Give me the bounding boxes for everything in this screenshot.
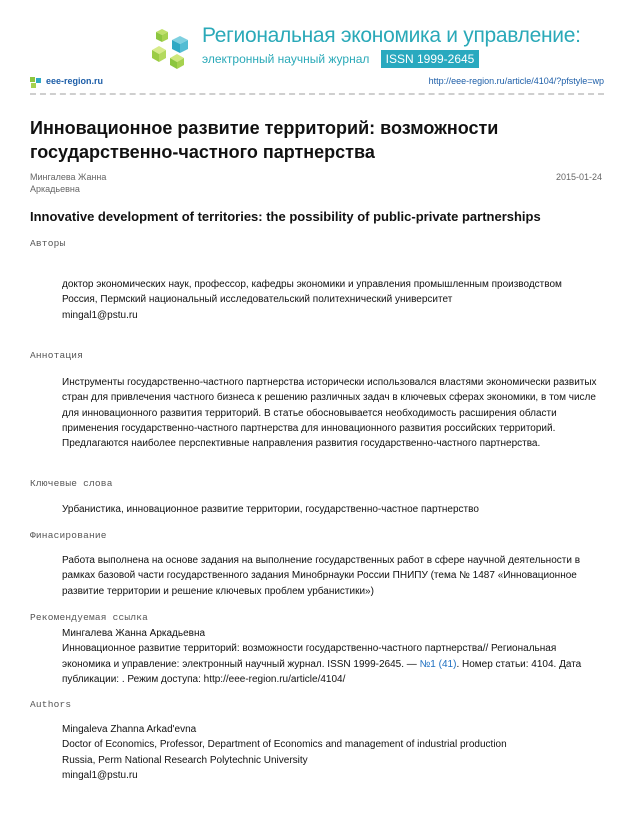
journal-logo-icon	[150, 28, 196, 70]
abstract-text: Инструменты государственно-частного партнерства исторически использовался властями экономически развитых стран для привлечения частного бизнеса к решению различных задач в ключевых сферах экономики, в том числе для инновационного развития территорий. В статье обосновывается необходимость расширения области применения государственно-частного партнерства для инновационного развития российских территорий. Предлагаются наиболее перспективные направления развития государственно-частного партнерства.	[62, 377, 597, 450]
authors-block	[62, 277, 602, 323]
article-url-link[interactable]: http://eee-region.ru/article/4104/?pfstyle=wp	[428, 76, 604, 86]
author-affiliation-en: Russia, Perm National Research Polytechnic University	[62, 754, 308, 766]
citation-text-before: Инновационное развитие территорий: возможности государственно-частного партнерства// Региональная экономика и управление: электронный научный журнал. ISSN 1999-2645. —	[62, 643, 557, 670]
journal-subtitle: электронный научный журнал	[202, 52, 370, 66]
journal-banner	[0, 0, 634, 78]
funding-text: Работа выполнена на основе задания на выполнение государственных работ в сфере научной деятельности в рамках базовой части государственного задания Минобрнауки России ПНИПУ (тема № 1487 «Инновационное развитие территории и решение ключевых проблем урбанистики»)	[62, 555, 581, 597]
authors-en-block	[62, 722, 602, 783]
issue-link[interactable]: №1 (41)	[419, 658, 457, 670]
section-label-keywords: Ключевые слова	[30, 478, 113, 489]
citation-text	[62, 641, 602, 687]
journal-title: Региональная экономика и управление:	[202, 24, 581, 47]
author-email-en: mingal1@pstu.ru	[62, 769, 138, 781]
site-name-link[interactable]: eee-region.ru	[46, 76, 104, 86]
author-position-en: Doctor of Economics, Professor, Department of Economics and management of industrial production	[62, 739, 507, 751]
dashed-divider	[30, 93, 604, 95]
citation-author: Мингалева Жанна Аркадьевна	[62, 628, 206, 639]
section-label-funding: Финасирование	[30, 530, 107, 541]
site-logo-icon	[30, 77, 42, 88]
author-affiliation: Россия, Пермский национальный исследовательский политехнический университет	[62, 294, 453, 306]
section-label-abstract: Аннотация	[30, 350, 84, 361]
author-position: доктор экономических наук, профессор, кафедры экономики и управления промышленным производством	[62, 279, 562, 290]
keywords-text: Урбанистика, инновационное развитие территории, государственно-частное партнерство	[62, 504, 479, 515]
publication-date: 2015-01-24	[556, 172, 603, 182]
citation-text-after: . Номер статьи: 4104. Дата публикации: . Режим доступа: http://eee-region.ru/article/4104/	[62, 658, 582, 685]
citation-block	[62, 626, 602, 687]
issn-badge: ISSN 1999-2645	[381, 50, 479, 68]
author-name-en: Mingaleva Zhanna Arkad'evna	[62, 724, 197, 735]
author-name-meta: Мингалева Жанна Аркадьевна	[30, 172, 107, 194]
section-label-authors-en: Authors	[30, 699, 72, 710]
article-title: Инновационное развитие территорий: возможности государственно-частного партнерства	[30, 118, 499, 162]
article-title-english: Innovative development of territories: the possibility of public-private partnerships	[30, 209, 541, 224]
site-header-row	[30, 76, 604, 90]
section-label-citation: Рекомендуемая ссылка	[30, 612, 149, 623]
section-label-authors: Авторы	[30, 238, 66, 249]
author-email: mingal1@pstu.ru	[62, 309, 138, 321]
